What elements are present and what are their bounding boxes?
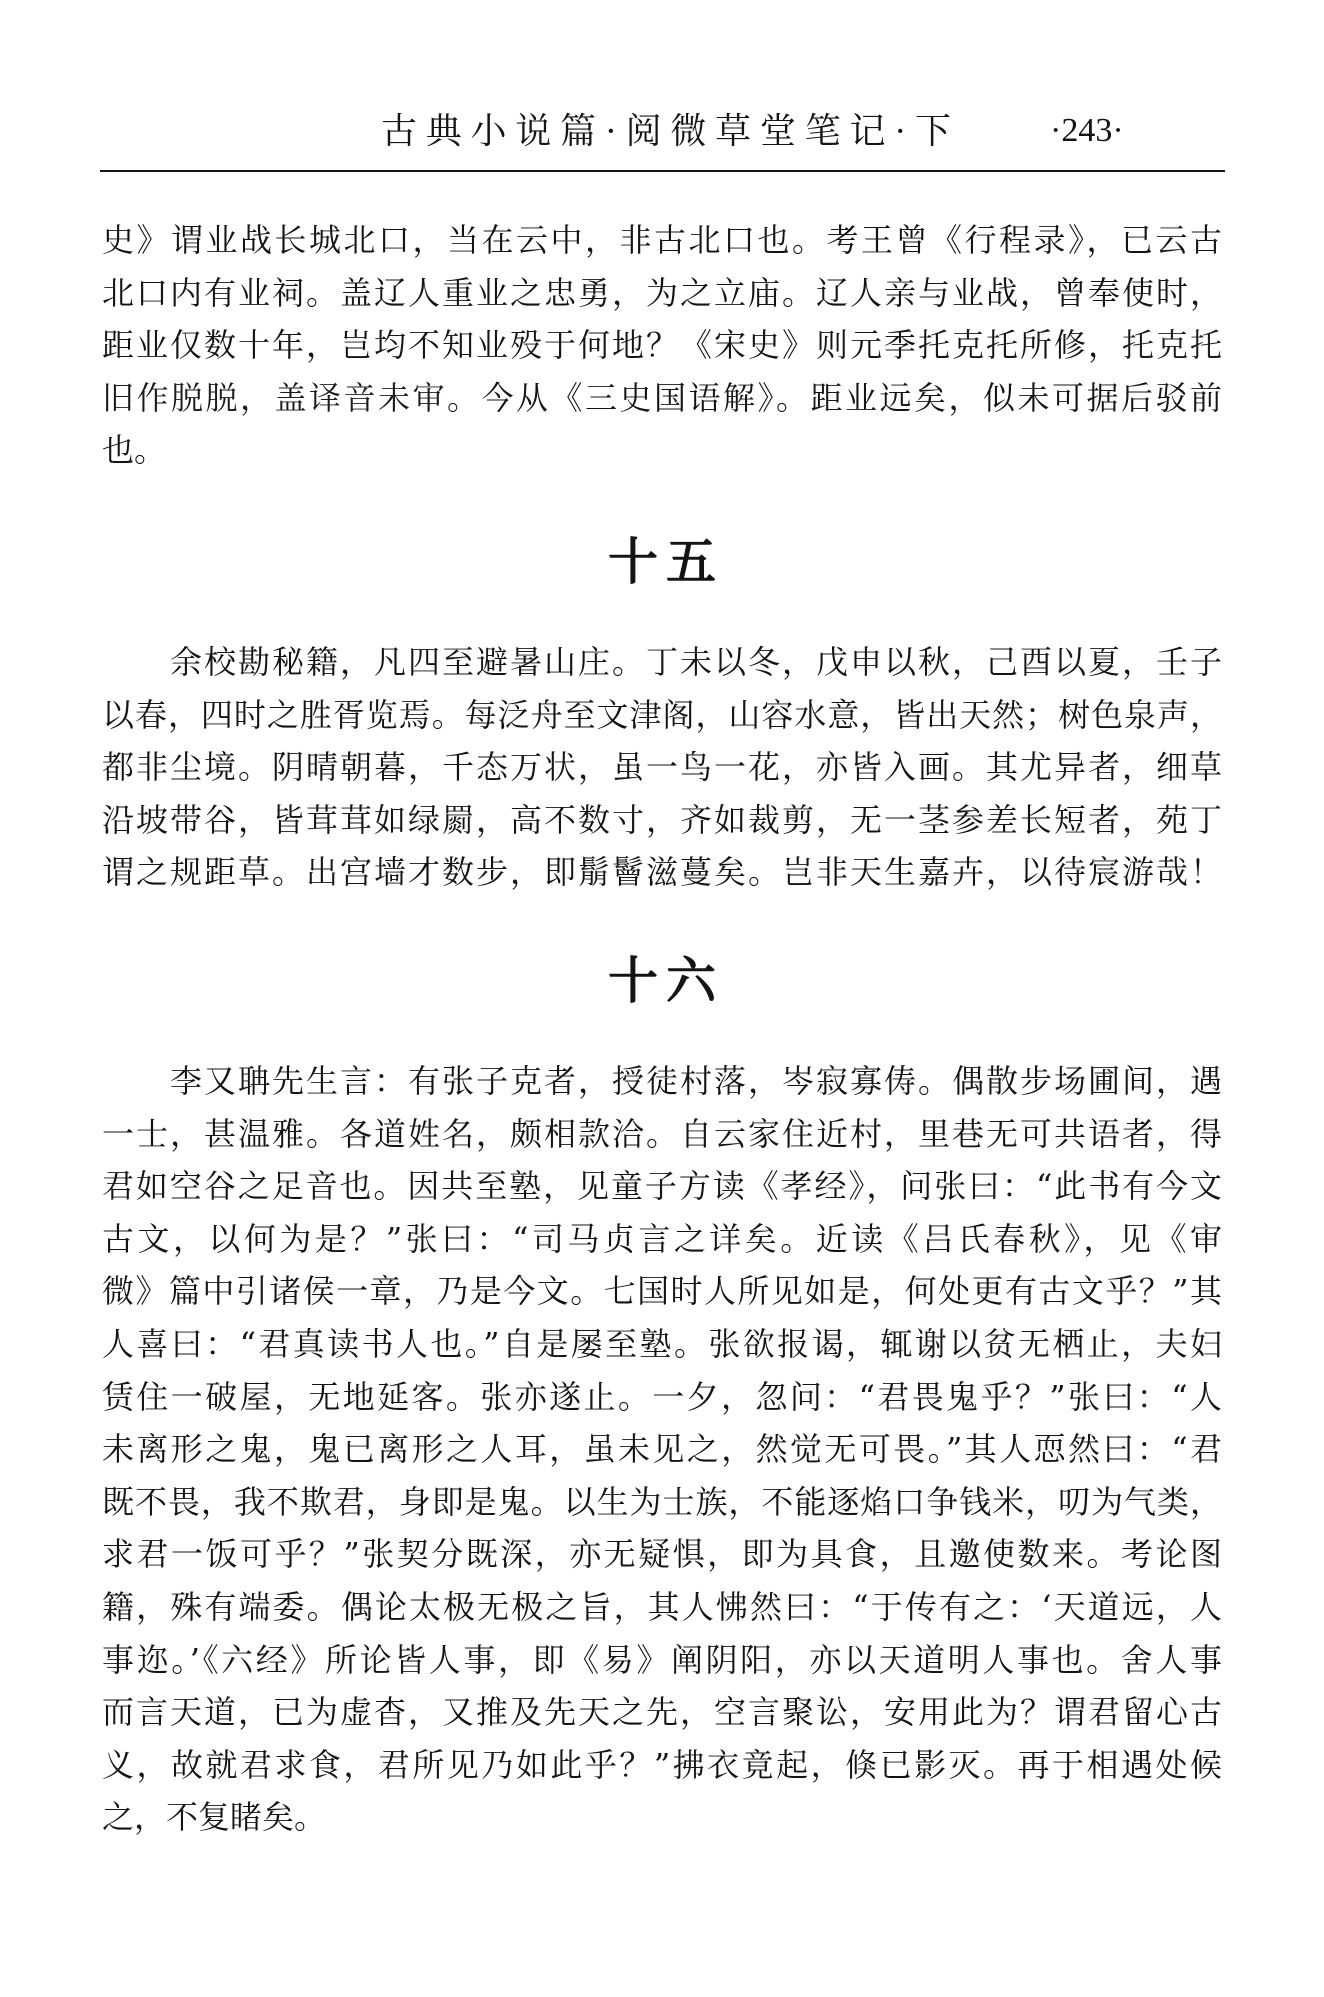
text-line: 籍，殊有端委。偶论太极无极之旨，其人怫然曰：“于传有之：‘天道远，人 — [102, 1587, 1222, 1626]
text-line: 人喜曰：“君真读书人也。”自是屡至塾。张欲报谒，辄谢以贫无栖止，夫妇 — [102, 1324, 1222, 1363]
text-line: 事迩。’《六经》所论皆人事，即《易》阐阴阳，亦以天道明人事也。舍人事 — [102, 1640, 1222, 1679]
text-line: 既不畏，我不欺君，身即是鬼。以生为士族，不能逐焰口争钱米，叨为气类， — [102, 1482, 1222, 1521]
text-segment: 今从《三史国语解》。距业远矣，似未可据后驳前 — [481, 378, 1222, 417]
text-line: 之，不复睹矣。 — [102, 1798, 327, 1837]
text-line: 赁住一破屋，无地延客。张亦遂止。一夕，忽问：“君畏鬼乎？”张曰：“人 — [102, 1377, 1222, 1416]
text-line — [102, 319, 1222, 372]
text-line: 未离形之鬼，鬼已离形之人耳，虽未见之，然觉无可畏。”其人恧然曰：“君 — [102, 1430, 1222, 1469]
running-header-title: 古典小说篇·阅微草堂笔记·下 — [381, 111, 951, 151]
text-segment: 距业仅数十年，岂均不知业殁于何地？《宋史》则元季托克托所修， — [102, 326, 1122, 365]
header-rule — [100, 170, 1225, 172]
paragraph-section-15 — [102, 636, 1222, 899]
text-line: 余校勘秘籍，凡四至避暑山庄。丁未以冬，戊申以秋，己酉以夏，壬子 — [170, 643, 1222, 681]
text-line: 也。 — [102, 431, 167, 470]
page-number: ·243· — [1050, 112, 1124, 149]
text-line: 微》篇中引诸侯一章，乃是今文。七国时人所见如是，何处更有古文乎？”其 — [102, 1272, 1222, 1311]
text-line: 北口内有业祠。盖辽人重业之忠勇，为之立庙。辽人亲与业战，曾奉使时， — [102, 273, 1222, 312]
text-line: 沿坡带谷，皆茸茸如绿罽，高不数寸，齐如裁剪，无一茎参差长短者，苑丁 — [102, 800, 1222, 839]
text-line: 而言天道，已为虚杳，又推及先天之先，空言聚讼，安用此为？谓君留心古 — [102, 1693, 1222, 1732]
text-line: 李又聃先生言：有张子克者，授徒村落，岑寂寡俦。偶散步场圃间，遇 — [170, 1062, 1222, 1100]
text-line: 义，故就君求食，君所见乃如此乎？”拂衣竟起，倏已影灭。再于相遇处候 — [102, 1745, 1222, 1784]
text-line: 一士，甚温雅。各道姓名，颇相款洽。自云家住近村，里巷无可共语者，得 — [102, 1114, 1222, 1153]
paragraph-continuation — [102, 214, 1222, 477]
section-heading-15: 十五 — [608, 532, 724, 591]
text-line — [102, 372, 1222, 425]
text-line: 史》谓业战长城北口，当在云中，非古北口也。考王曾《行程录》，已云古 — [102, 221, 1222, 259]
text-line: 君如空谷之足音也。因共至塾，见童子方读《孝经》，问张曰：“此书有今文 — [102, 1167, 1222, 1206]
text-line: 以春，四时之胜胥览焉。每泛舟至文津阁，山容水意，皆出天然；树色泉声， — [102, 695, 1222, 734]
section-heading-16: 十六 — [608, 951, 724, 1010]
text-line: 谓之规距草。出宫墙才数步，即鬅鬙滋蔓矣。岂非天生嘉卉，以待宸游哉！ — [102, 853, 1222, 892]
text-line: 古文，以何为是？”张曰：“司马贞言之详矣。近读《吕氏春秋》，见《审 — [102, 1219, 1222, 1258]
text-line: 都非尘境。阴晴朝暮，千态万状，虽一鸟一花，亦皆入画。其尤异者，细草 — [102, 748, 1222, 787]
paragraph-section-16 — [102, 1055, 1222, 1844]
text-line: 求君一饭可乎？”张契分既深，亦无疑惧，即为具食，且邀使数来。考论图 — [102, 1535, 1222, 1574]
inline-annotation: 旧作脱脱，盖译音未审。 — [102, 379, 482, 416]
inline-annotation: 托克托 — [1121, 327, 1222, 364]
